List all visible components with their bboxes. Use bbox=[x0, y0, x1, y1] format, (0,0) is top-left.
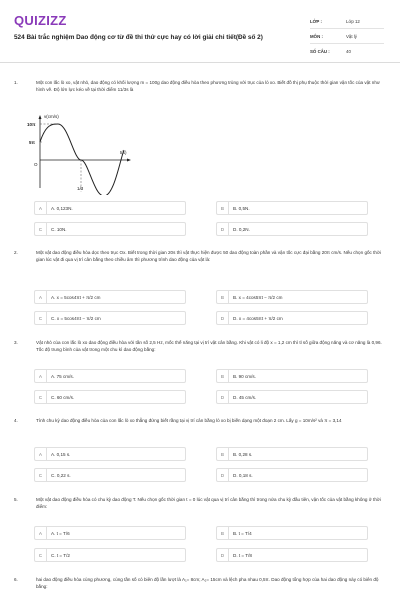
question-number: 5. bbox=[14, 497, 18, 502]
option-letter: D bbox=[217, 549, 229, 561]
option-d[interactable] bbox=[216, 548, 368, 562]
option-letter: C bbox=[35, 549, 47, 561]
question-text: Một vật dao động điều hòa dọc theo trục Ox. Biết trong thời gian 20s thì vật thực hiện được 50 dao động toàn phần và vận tốc cực đại bằng 20π cm/s. Nếu chọn gốc thời gian lúc vật đi qua vị trí cân bằng theo chiều âm thì phương trình dao động của vật là: bbox=[36, 250, 381, 262]
question-5 bbox=[14, 497, 386, 510]
option-a[interactable] bbox=[34, 526, 186, 540]
option-text: B. 0,28 s. bbox=[233, 451, 253, 457]
option-letter: A bbox=[35, 370, 47, 382]
option-letter: D bbox=[217, 391, 229, 403]
velocity-time-graph bbox=[20, 110, 135, 195]
option-text: D. 45 cm/s. bbox=[233, 394, 257, 400]
v-axis-arrow bbox=[39, 115, 42, 119]
option-c[interactable] bbox=[34, 390, 186, 404]
question-number: 4. bbox=[14, 418, 18, 423]
option-b[interactable] bbox=[216, 201, 368, 215]
option-text: A. 75 cm/s. bbox=[51, 373, 74, 379]
question-number: 3. bbox=[14, 340, 18, 345]
option-letter: A bbox=[35, 527, 47, 539]
option-letter: C bbox=[35, 312, 47, 324]
question-1 bbox=[14, 80, 386, 93]
option-a[interactable] bbox=[34, 290, 186, 304]
question-text: Tính chu kỳ dao động điều hòa của con lắc lò xo thẳng đứng biết rằng tại vị trí cân bằng lò xo bị biến dạng một đoạn 2 cm. Lấy g = 10m/s² và π = 3,14 bbox=[36, 418, 342, 423]
option-letter: A bbox=[35, 448, 47, 460]
option-d[interactable] bbox=[216, 222, 368, 236]
option-c[interactable] bbox=[34, 222, 186, 236]
meta-row-class bbox=[310, 14, 384, 29]
option-letter: D bbox=[217, 312, 229, 324]
option-letter: B bbox=[217, 370, 229, 382]
option-text: C. 60 cm/s. bbox=[51, 394, 75, 400]
x-tick-one-third: 1/3 bbox=[77, 186, 84, 191]
question-number: 6. bbox=[14, 577, 18, 582]
y-tick-10pi: 10π bbox=[27, 122, 36, 127]
question-text: Một vật dao động điều hòa có chu kỳ dao động T. Nếu chọn gốc thời gian t = 0 lúc vật qua vị trí cân bằng thì trong nửa chu kỳ đầu tiên, vận tốc của vật bằng không ở thời điểm: bbox=[36, 497, 381, 509]
meta-key: MÔN : bbox=[310, 33, 323, 39]
option-text: D. t = T/8 bbox=[233, 552, 252, 558]
option-text: C. t = T/2 bbox=[51, 552, 70, 558]
option-a[interactable] bbox=[34, 201, 186, 215]
option-b[interactable] bbox=[216, 447, 368, 461]
option-text: B. 90 cm/s. bbox=[233, 373, 256, 379]
meta-key: LỚP : bbox=[310, 18, 322, 24]
page-title: 524 Bài trắc nghiệm Dao động cơ từ đề thi thử cực hay có lời giải chi tiết(Đề số 2) bbox=[14, 34, 263, 41]
option-text: B. x = 4cos5πt − π/2 cm bbox=[233, 294, 283, 300]
option-d[interactable] bbox=[216, 468, 368, 482]
question-text: Vật nhỏ của con lắc lò xo dao động điều hòa với tần số 2,5 Hz, mốc thế năng tại vị trí vật cân bằng. Khi vật có li độ x = 1,2 cm thì tỉ số giữa động năng và cơ năng là 0,96. Tốc độ trung bình của vật trong một chu kì dao động bằng: bbox=[36, 340, 382, 352]
question-3 bbox=[14, 340, 386, 353]
option-d[interactable] bbox=[216, 311, 368, 325]
option-b[interactable] bbox=[216, 369, 368, 383]
option-a[interactable] bbox=[34, 447, 186, 461]
question-number: 2. bbox=[14, 250, 18, 255]
option-letter: B bbox=[217, 527, 229, 539]
y-tick-5pi: 5π bbox=[29, 140, 35, 145]
t-axis-label: t(s) bbox=[120, 150, 127, 155]
meta-value: Lớp 12 bbox=[346, 18, 360, 24]
option-letter: D bbox=[217, 223, 229, 235]
origin-label: O bbox=[34, 162, 38, 167]
option-c[interactable] bbox=[34, 311, 186, 325]
option-b[interactable] bbox=[216, 290, 368, 304]
option-letter: B bbox=[217, 291, 229, 303]
option-text: D. x = 4cos5πt + π/2 cm bbox=[233, 315, 283, 321]
meta-key: SỐ CÂU : bbox=[310, 48, 330, 54]
question-2 bbox=[14, 250, 386, 263]
quizizz-logo: QUIZIZZ bbox=[14, 13, 67, 28]
meta-value: Vật lý bbox=[346, 33, 357, 39]
question-6 bbox=[14, 577, 386, 590]
page-header bbox=[0, 0, 400, 63]
option-text: A. 0,15 s. bbox=[51, 451, 71, 457]
option-letter: A bbox=[35, 202, 47, 214]
option-text: A. 0,123N. bbox=[51, 205, 73, 211]
option-text: C. x = 5cos4πt − π/2 cm bbox=[51, 315, 101, 321]
question-text: hai dao động điều hòa cùng phương, cùng tần số có biên độ lần lượt là A₁= 8cm; A₂= 15cm và lệch pha nhau 0,5π. Dao động tổng hợp của hai dao động này có biên độ bằng: bbox=[36, 577, 379, 589]
question-text: Một con lắc lò xo, vật nhỏ, dao động có khối lượng m = 100g dao động điều hòa theo phương trùng với trục của lò xo. Biết đồ thị phụ thuộc thời gian vận tốc của vật như hình vẽ. Độ lớn lực kéo về tại thời điểm 11/3s là bbox=[36, 80, 380, 92]
option-text: B. t = T/4 bbox=[233, 530, 252, 536]
option-c[interactable] bbox=[34, 548, 186, 562]
meta-info bbox=[310, 14, 384, 58]
option-d[interactable] bbox=[216, 390, 368, 404]
option-letter: B bbox=[217, 448, 229, 460]
option-letter: C bbox=[35, 223, 47, 235]
option-b[interactable] bbox=[216, 526, 368, 540]
t-axis-arrow bbox=[127, 159, 131, 162]
question-4 bbox=[14, 418, 386, 425]
option-text: D. 0,18 s. bbox=[233, 472, 253, 478]
option-text: C. 10N. bbox=[51, 226, 67, 232]
meta-row-count bbox=[310, 44, 384, 58]
velocity-curve bbox=[40, 124, 124, 195]
meta-value: 40 bbox=[346, 48, 351, 54]
question-number: 1. bbox=[14, 80, 18, 85]
meta-row-subject bbox=[310, 29, 384, 44]
option-a[interactable] bbox=[34, 369, 186, 383]
option-letter: C bbox=[35, 391, 47, 403]
option-letter: B bbox=[217, 202, 229, 214]
v-axis-label: v(cm/s) bbox=[44, 114, 59, 119]
option-text: B. 0,5N. bbox=[233, 205, 250, 211]
option-letter: C bbox=[35, 469, 47, 481]
option-text: D. 0,2N. bbox=[233, 226, 250, 232]
option-c[interactable] bbox=[34, 468, 186, 482]
option-text: A. t = T/6 bbox=[51, 530, 70, 536]
option-letter: A bbox=[35, 291, 47, 303]
option-letter: D bbox=[217, 469, 229, 481]
option-text: C. 0,22 s. bbox=[51, 472, 71, 478]
option-text: A. x = 5cos4πt + π/2 cm bbox=[51, 294, 101, 300]
